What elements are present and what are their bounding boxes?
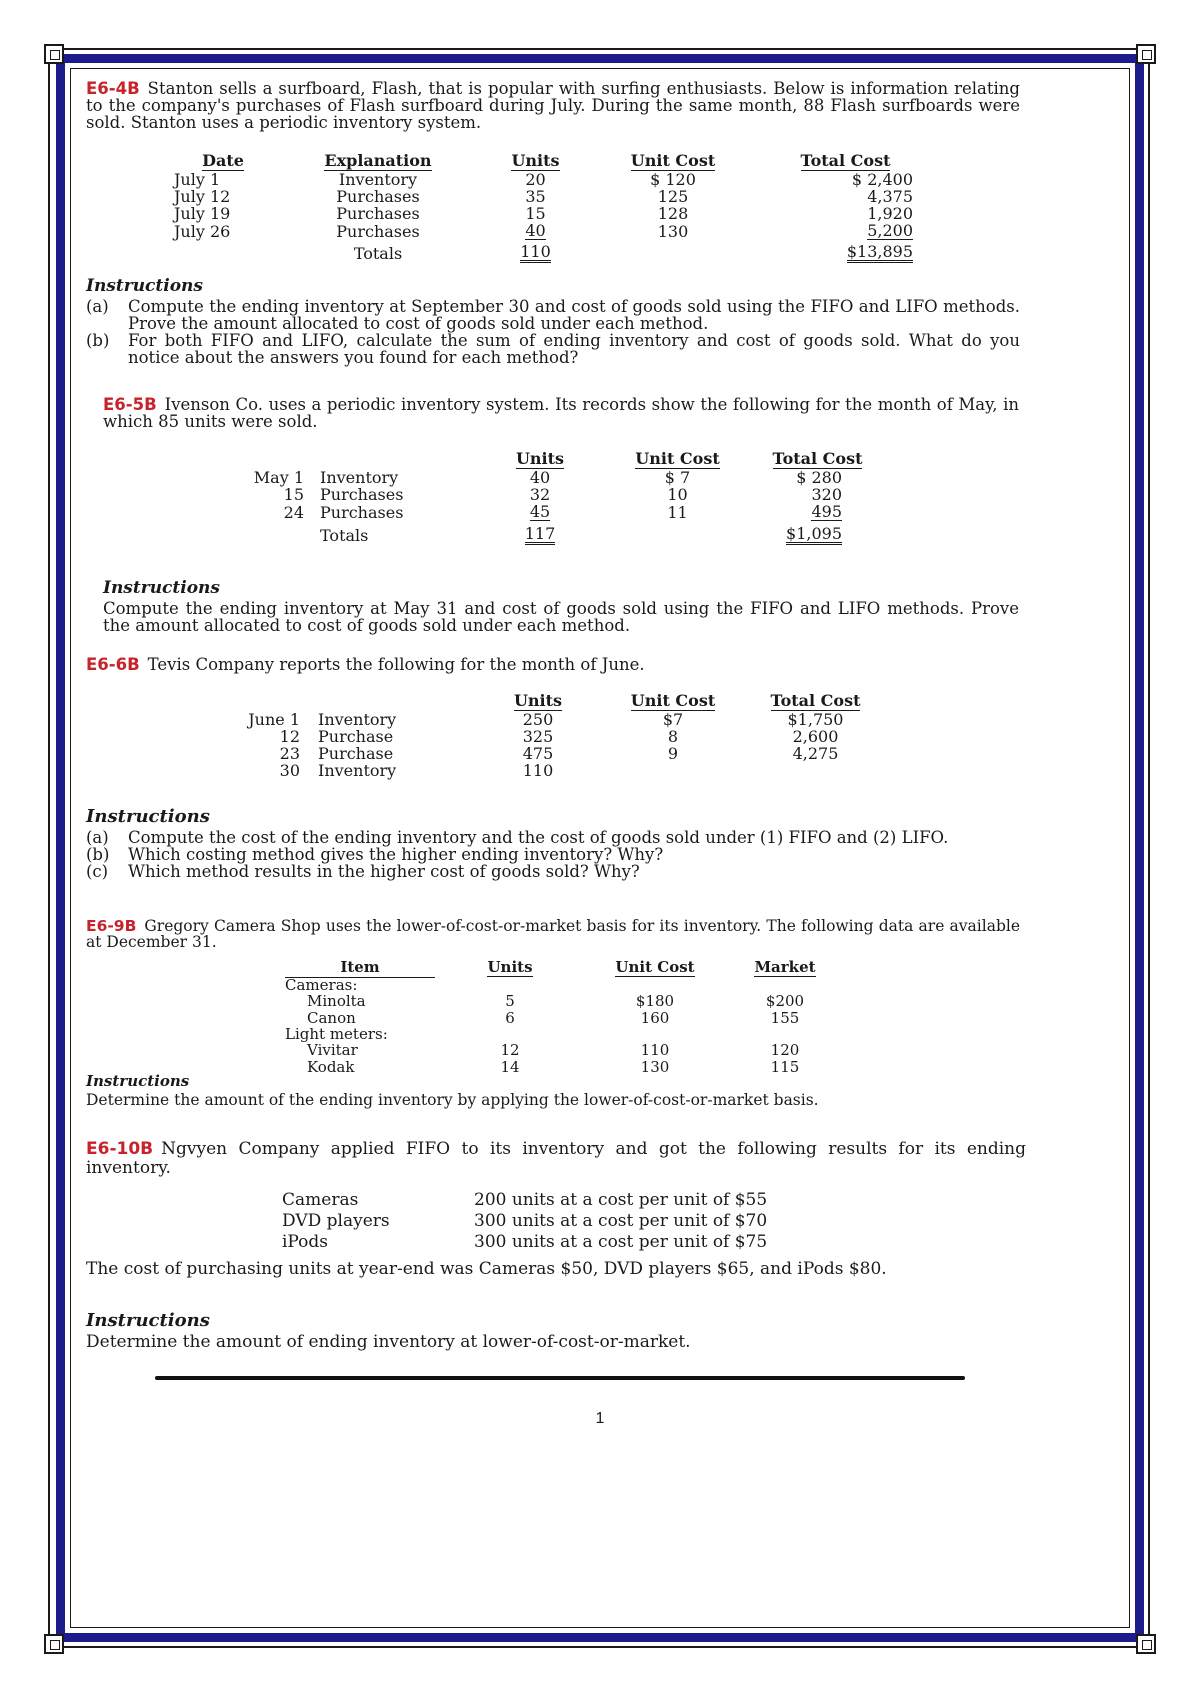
exercise-code: E6-4B (86, 79, 140, 98)
table-row: Light meters: (285, 1024, 388, 1043)
instructions-heading: Instructions (103, 578, 220, 598)
table-row: 23 Purchase 475 9 4,275 (279, 744, 839, 763)
column-header: Units (511, 151, 560, 170)
table-row: July 26 Purchases 40 130 5,200 (174, 221, 913, 241)
column-header: Units (487, 958, 533, 976)
exercise-intro: E6-6B Tevis Company reports the following for the month of June. (86, 655, 645, 674)
instruction-item: (c) Which method results in the higher cost of goods sold? Why? (86, 862, 640, 881)
e6-9b-instructions: Instructions Determine the amount of the ending inventory by applying the lower-of-cost-or-market basis. (86, 1072, 1020, 1108)
column-header: Market (754, 958, 816, 976)
e6-6b-table (228, 692, 883, 779)
table-row: 15 Purchases 32 10 320 (283, 485, 842, 504)
list-item: Cameras 200 units at a cost per unit of $55 (282, 1190, 768, 1210)
column-header: Total Cost (770, 691, 861, 710)
table-row: 24 Purchases 45 11 495 (283, 502, 842, 522)
column-header: Units (513, 691, 563, 710)
exercise-intro: E6-9B Gregory Camera Shop uses the lower-of-cost-or-market basis for its inventory. The following data are available at December 31. (86, 917, 1020, 951)
column-header: Unit Cost (615, 958, 695, 976)
instruction-item: (b) Which costing method gives the higher ending inventory? Why? (86, 845, 664, 864)
exercise-e6-4b (86, 80, 1020, 131)
exercise-code: E6-5B (103, 395, 157, 414)
table-header-row (228, 692, 883, 711)
corner-ornament (1136, 44, 1156, 64)
column-header: Unit Cost (635, 449, 720, 468)
instructions-heading: Instructions (86, 806, 210, 827)
e6-5b-instructions: Instructions Compute the ending inventory at May 31 and cost of goods sold using the FIFO and LIFO methods. Prove the amount allocated to cost of goods sold under each method. (103, 578, 1019, 635)
table-row: June 1 Inventory 250 $7 $1,750 (248, 710, 844, 729)
totals-row: Totals 110 $13,895 (353, 242, 913, 263)
e6-10b-instructions: Instructions Determine the amount of ending inventory at lower-of-cost-or-market. (86, 1310, 1026, 1352)
table-header-row (168, 152, 938, 171)
table-row: Vivitar 12 110 120 (307, 1040, 800, 1059)
instructions-heading: Instructions (86, 276, 203, 296)
e6-9b-table (285, 958, 845, 1076)
table-header-row (240, 450, 880, 469)
table-row: Canon 6 160 155 (307, 1008, 800, 1027)
table-row: Kodak 14 130 115 (307, 1057, 800, 1076)
column-header: Unit Cost (630, 691, 716, 710)
table-row: Minolta 5 $180 $200 (307, 991, 805, 1010)
instructions-heading: Instructions (86, 1310, 210, 1331)
column-header: Date (202, 151, 244, 170)
page-number: 1 (595, 1410, 605, 1427)
column-header: Total Cost (772, 449, 863, 468)
table-row: July 1 Inventory 20 $ 120 $ 2,400 (174, 170, 913, 189)
list-item: DVD players 300 units at a cost per unit of $70 (282, 1211, 768, 1231)
exercise-intro: E6-5B Ivenson Co. uses a periodic inventory system. Its records show the following for the month of May, in which 85 units were sold. (103, 395, 1019, 431)
table-row: July 12 Purchases 35 125 4,375 (174, 187, 913, 206)
column-header: Total Cost (800, 151, 891, 170)
column-header: Explanation (324, 151, 432, 170)
exercise-e6-9b (86, 918, 1020, 950)
exercise-e6-10b (86, 1140, 1026, 1178)
e6-4b-instructions (86, 276, 1020, 366)
table-row: 12 Purchase 325 8 2,600 (279, 727, 839, 746)
exercise-e6-6b (86, 656, 1020, 673)
e6-4b-table (168, 152, 938, 263)
exercise-code: E6-10B (86, 1139, 154, 1159)
exercise-code: E6-9B (86, 917, 137, 935)
table-row: Cameras: (285, 975, 358, 994)
footer-rule (155, 1376, 965, 1380)
table-row: May 1 Inventory 40 $ 7 $ 280 (253, 468, 842, 487)
corner-ornament (1136, 1634, 1156, 1654)
totals-row: Totals 117 $1,095 (320, 524, 842, 545)
exercise-e6-5b (103, 396, 1019, 430)
exercise-code: E6-6B (86, 655, 140, 674)
e6-10b-note: The cost of purchasing units at year-end was Cameras $50, DVD players $65, and iPods $80. (86, 1259, 887, 1279)
table-header-row (285, 958, 845, 977)
e6-6b-instructions (86, 806, 1020, 880)
corner-ornament (44, 44, 64, 64)
corner-ornament (44, 1634, 64, 1654)
table-row: July 19 Purchases 15 128 1,920 (174, 204, 913, 223)
instruction-item: (b) For both FIFO and LIFO, calculate the sum of ending inventory and cost of goods sold. What do you notice about the answers you found for each method? (86, 331, 1020, 367)
e6-5b-table (240, 450, 880, 545)
exercise-intro: E6-4B Stanton sells a surfboard, Flash, that is popular with surfing enthusiasts. Below is information relating to the company's purchases of Flash surfboard during July. During the same month, 88 Flash surfboards were sold. Stanton uses a periodic inventory system. (86, 79, 1020, 132)
table-row: 30 Inventory 110 (279, 761, 554, 780)
instruction-item: (a) Compute the cost of the ending inventory and the cost of goods sold under (1) FIFO and (2) LIFO. (86, 828, 949, 847)
column-header: Units (515, 449, 565, 468)
exercise-intro: E6-10B Ngvyen Company applied FIFO to its inventory and got the following results for its ending inventory. (86, 1139, 1026, 1178)
list-item: iPods 300 units at a cost per unit of $75 (282, 1232, 768, 1252)
e6-10b-list (282, 1190, 854, 1253)
instruction-item: (a) Compute the ending inventory at September 30 and cost of goods sold using the FIFO and LIFO methods. Prove the amount allocated to cost of goods sold under each method. (86, 297, 1020, 333)
instructions-heading: Instructions (86, 1072, 190, 1090)
column-header: Unit Cost (630, 151, 716, 170)
column-header: Item (285, 958, 435, 977)
